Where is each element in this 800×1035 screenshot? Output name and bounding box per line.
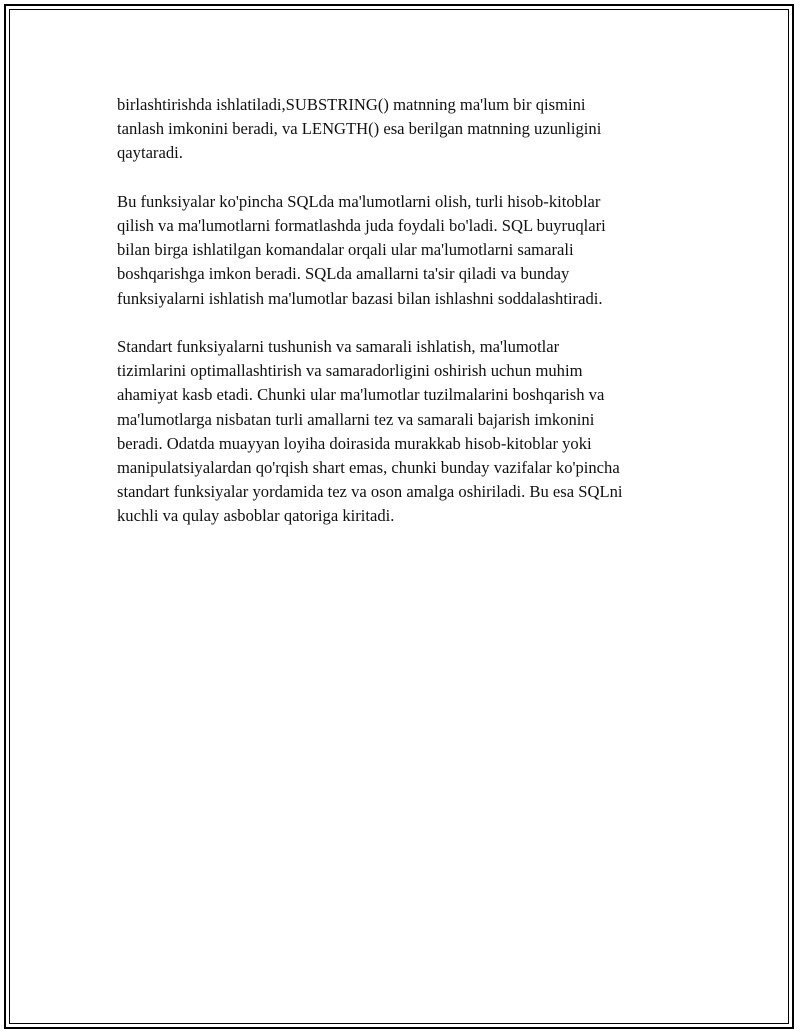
text-line: tanlash imkonini beradi, va LENGTH() esa berilgan matnning uzunligini: [117, 119, 602, 139]
text-line: Standart funksiyalarni tushunish va samarali ishlatish, ma'lumotlar: [117, 337, 560, 356]
text-line: ma'lumotlarga nisbatan turli amallarni tez va samarali bajarish imkonini: [117, 409, 595, 429]
text-line: manipulatsiyalardan qo'rqish shart emas, chunki bunday vazifalar ko'pincha: [117, 458, 620, 478]
text-line: birlashtirishda ishlatiladi,SUBSTRING() matnning ma'lum bir qismini: [117, 95, 586, 114]
paragraph-2: [117, 190, 687, 311]
text-line: ahamiyat kasb etadi. Chunki ular ma'lumotlar tuzilmalarini boshqarish va: [117, 385, 605, 405]
paragraph-1: [117, 93, 687, 166]
text-line: boshqarishga imkon beradi. SQLda amallarni ta'sir qiladi va bunday: [117, 264, 570, 284]
text-line: bilan birga ishlatilgan komandalar orqali ular ma'lumotlarni samarali: [117, 240, 574, 260]
text-line: qilish va ma'lumotlarni formatlashda juda foydali bo'ladi. SQL buyruqlari: [117, 216, 606, 235]
text-line: qaytaradi.: [117, 143, 183, 163]
text-line: standart funksiyalar yordamida tez va oson amalga oshiriladi. Bu esa SQLni: [117, 482, 623, 502]
text-line: funksiyalarni ishlatish ma'lumotlar bazasi bilan ishlashni soddalashtiradi.: [117, 288, 603, 308]
paragraph-3: [117, 335, 687, 529]
text-line: beradi. Odatda muayyan loyiha doirasida murakkab hisob-kitoblar yoki: [117, 433, 592, 453]
text-line: tizimlarini optimallashtirish va samaradorligini oshirish uchun muhim: [117, 361, 583, 381]
text-line: kuchli va qulay asboblar qatoriga kiritadi.: [117, 506, 395, 526]
text-line: Bu funksiyalar ko'pincha SQLda ma'lumotlarni olish, turli hisob-kitoblar: [117, 191, 601, 211]
document-body: [117, 93, 687, 553]
